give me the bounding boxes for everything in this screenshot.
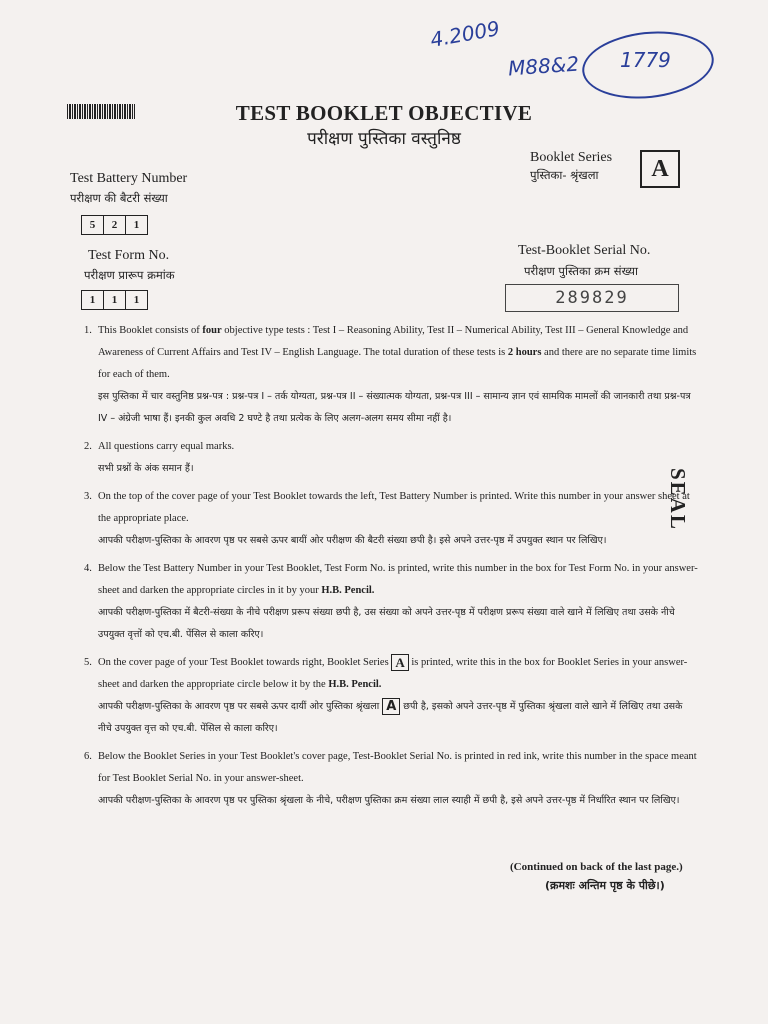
instruction-text-hindi: आपकी परीक्षण-पुस्तिका के आवरण पृष्ठ पर सबसे ऊपर दायीं ओर पुस्तिका श्रृंखला [98, 701, 383, 712]
instruction-text-hindi: इस पुस्तिका में चार वस्तुनिष्ठ प्रश्न-पत्र : प्रश्न-पत्र I – तर्क योग्यता, प्रश्न-पत्र II – संख्यात्मक योग्यता, प्रश्न-पत्र III – सामान्य ज्ञान एवं सामयिक मामलों की जानकारी तथा प्रश्न-पत्र IV – अंग्रेजी भाषा हैं। इनकी कुल अवधि 2 घण्टे है तथा प्रत्येक के लिए अलग-अलग समय सीमा नहीं है। [98, 391, 691, 424]
instruction-bold: H.B. Pencil. [328, 679, 382, 690]
test-form-digit: 1 [82, 291, 104, 309]
inline-series-box: A [391, 654, 408, 671]
test-battery-label-hindi: परीक्षण की बैटरी संख्या [70, 191, 168, 205]
instruction-item [84, 558, 698, 646]
instruction-bold: H.B. Pencil. [321, 585, 375, 596]
booklet-series-label: Booklet Series [530, 150, 613, 165]
instructions-list [84, 320, 698, 818]
instruction-text-hindi: सभी प्रश्नों के अंक समान हैं। [98, 463, 194, 474]
test-form-label: Test Form No. [88, 248, 170, 263]
test-form-digit: 1 [133, 294, 140, 306]
page-subtitle-hindi: परीक्षण पुस्तिका वस्तुनिष्ठ [307, 129, 461, 149]
instruction-text-hindi: छपी है, इसको अपने उत्तर-पृष्ठ में पुस्तिका श्रृंखला वाले खाने में लिखिए तथा उसके नीचे उपयुक्त वृत्त को एच.बी. पेंसिल से काला करिए। [98, 701, 683, 734]
test-form-label-hindi: परीक्षण प्रारूप क्रमांक [84, 268, 175, 282]
instruction-item [84, 436, 698, 480]
instruction-text: and there are no separate time limits for each of them. [98, 347, 697, 380]
instruction-text: Below the Booklet Series in your Test Booklet's cover page, Test-Booklet Serial No. is printed in red ink, write this number in the space meant for Test Booklet Serial No. in your answer-sheet. [98, 751, 697, 784]
instruction-text-hindi: आपकी परीक्षण-पुस्तिका के आवरण पृष्ठ पर पुस्तिका श्रृंखला के नीचे, परीक्षण पुस्तिका क्रम संख्या लाल स्याही में छपी है, इसे अपने उत्तर-पृष्ठ में निर्धारित स्थान पर लिखिए। [98, 795, 680, 806]
serial-label-hindi: परीक्षण पुस्तिका क्रम संख्या [524, 264, 638, 278]
instruction-text: is printed, write this in the box for Booklet Series in your answer-sheet and darken the appropriate circle below it by the [98, 657, 688, 690]
instruction-number: 6. [84, 751, 92, 762]
instruction-text-hindi: आपकी परीक्षण-पुस्तिका के आवरण पृष्ठ पर सबसे ऊपर बायीं ओर परीक्षण की बैटरी संख्या छपी है। इसे अपने उत्तर-पृष्ठ में उपयुक्त स्थान पर लिखिए। [98, 535, 607, 546]
test-battery-digit: 2 [104, 216, 126, 234]
continued-note-hindi: (क्रमशः अन्तिम पृष्ठ के पीछे।) [545, 879, 665, 892]
handwritten-code: M88&2 [507, 51, 580, 81]
test-battery-label: Test Battery Number [70, 171, 188, 186]
booklet-series-label-hindi: पुस्तिका- श्रृंखला [530, 168, 599, 182]
instruction-item [84, 652, 698, 740]
test-battery-digit: 5 [82, 216, 104, 234]
instruction-item [84, 486, 698, 552]
handwritten-number: 1779 [620, 48, 671, 72]
instruction-text: On the cover page of your Test Booklet towards right, Booklet Series [98, 657, 392, 668]
instruction-text-hindi: आपकी परीक्षण-पुस्तिका में बैटरी-संख्या के नीचे परीक्षण प्ररूप संख्या छपी है, उस संख्या को अपने उत्तर-पृष्ठ में परीक्षण प्ररूप संख्या वाले खाने में लिखिए तथा उसके नीचे उपयुक्त वृत्तों को एच.बी. पेंसिल से काला करिए। [98, 607, 675, 640]
instruction-text: All questions carry equal marks. [98, 441, 235, 452]
instruction-bold: 2 hours [507, 347, 542, 358]
instruction-number: 4. [84, 563, 92, 574]
page-title: TEST BOOKLET OBJECTIVE [235, 101, 533, 125]
handwritten-year: 4.2009 [428, 16, 502, 52]
instruction-item [84, 320, 698, 430]
test-battery-digit: 1 [133, 219, 140, 231]
continued-note: (Continued on back of the last page.) [510, 861, 683, 873]
booklet-series-box: A [640, 150, 680, 188]
instruction-text: This Booklet consists of [98, 325, 203, 336]
seal-label: SEAL [666, 468, 690, 531]
instruction-number: 1. [84, 325, 92, 336]
instruction-number: 5. [84, 657, 92, 668]
instruction-text: objective type tests : Test I – Reasoning Ability, Test II – Numerical Ability, Test III – General Knowledge and Awareness of Current Affairs and Test IV – English Language. The total duration of these tests is [98, 325, 689, 358]
test-form-boxes [81, 290, 148, 310]
test-form-digit: 1 [104, 291, 126, 309]
instruction-bold: four [202, 325, 222, 336]
serial-label: Test-Booklet Serial No. [518, 243, 651, 258]
inline-series-box: A [382, 698, 400, 715]
instruction-number: 3. [84, 491, 92, 502]
instruction-text: Below the Test Battery Number in your Test Booklet, Test Form No. is printed, write this number in the box for Test Form No. in your answer-sheet and darken the appropriate circles in it by your [98, 563, 698, 596]
serial-number-box: 289829 [505, 284, 679, 312]
test-battery-boxes [81, 215, 148, 235]
instruction-text: On the top of the cover page of your Test Booklet towards the left, Test Battery Number is printed. Write this number in your answer sheet at the appropriate place. [98, 491, 690, 524]
instruction-number: 2. [84, 441, 92, 452]
instruction-item [84, 746, 698, 812]
